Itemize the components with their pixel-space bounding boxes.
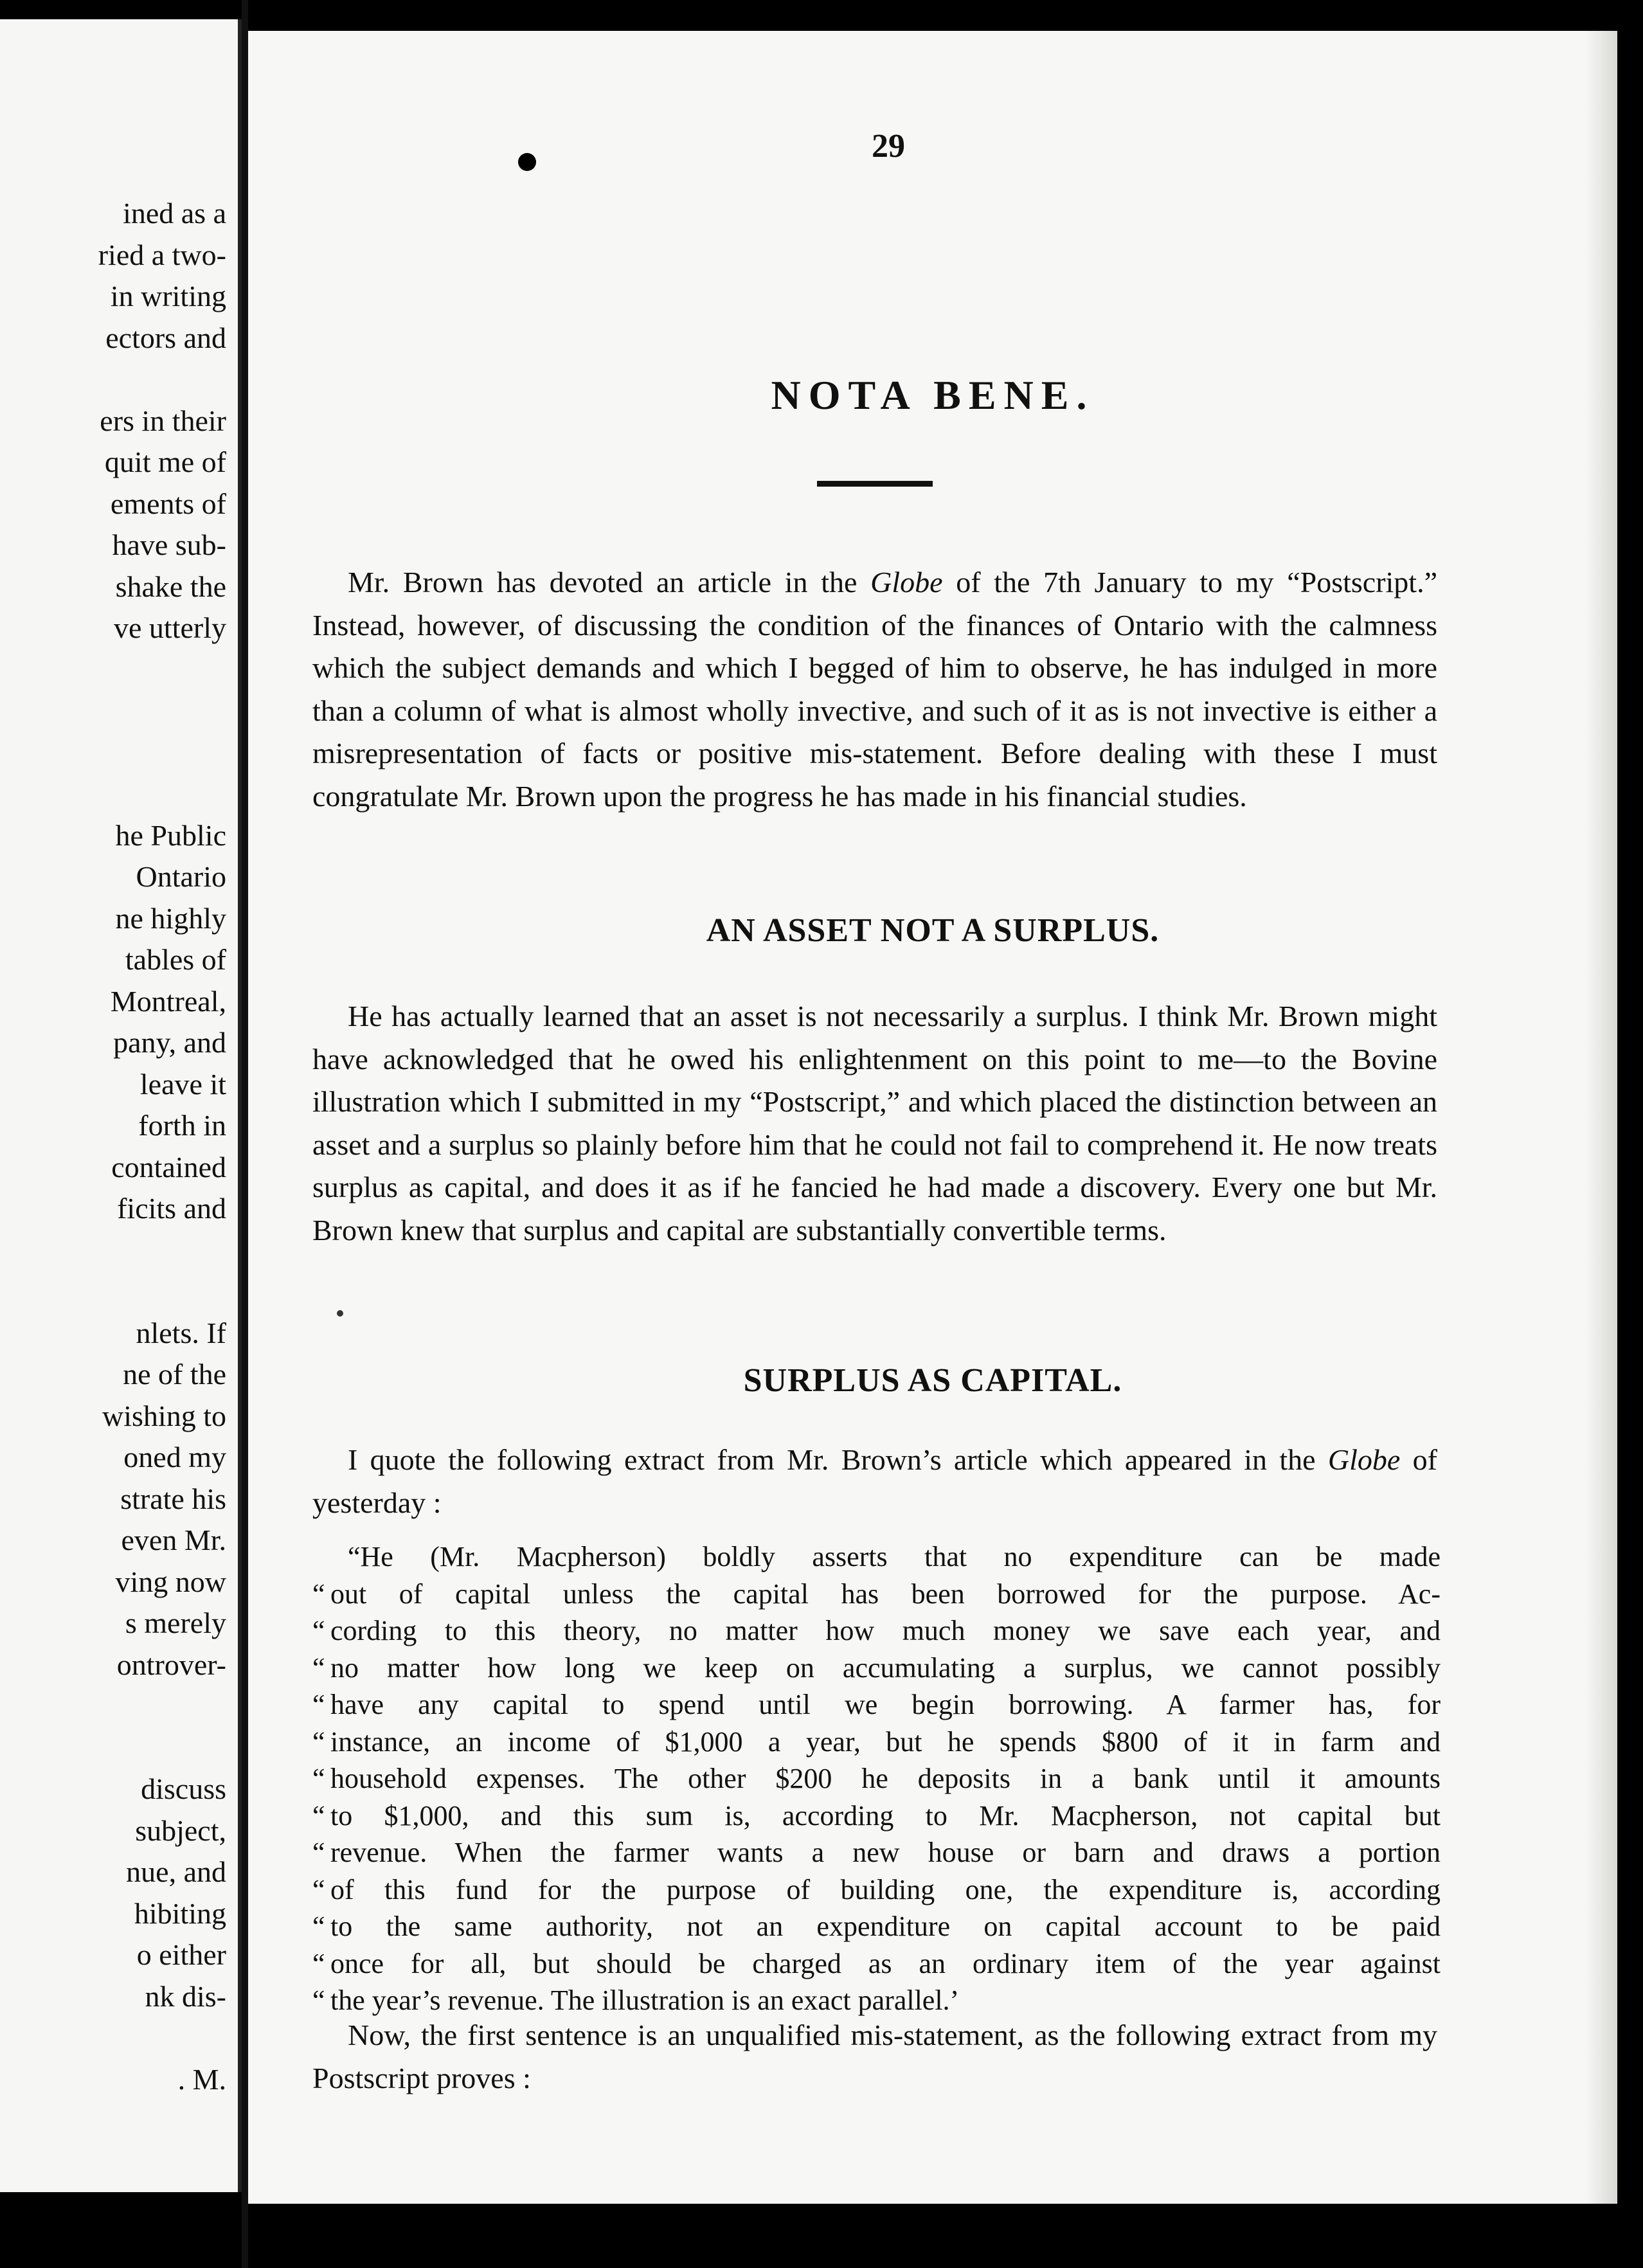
previous-page-line (98, 732, 226, 774)
globe-title: Globe (1327, 1443, 1401, 1476)
previous-page-line: ined as a (123, 197, 226, 230)
page-title: NOTA BENE. (771, 372, 1095, 418)
previous-page-line (98, 690, 226, 732)
page-edge-shadow (1585, 31, 1617, 2204)
previous-page-line: shake the (115, 570, 226, 603)
quote-line: “He (Mr. Macpherson) boldly asserts that no expenditure can be made (348, 1541, 1441, 1572)
ink-speck (337, 1310, 343, 1317)
previous-page-fragment (0, 19, 242, 2192)
previous-page-line: oned my (123, 1441, 226, 1473)
quote-mark: “ (312, 1947, 325, 1979)
quote-mark: “ (312, 1799, 325, 1832)
intro-paragraph: Mr. Brown has devoted an article in the Globe of the 7th January to my “Postscript.” Instead, however, of discussing the condition of the finances of Ontario with the calmness which the subject demands and which I begged of him to observe, he has indulged in more than a column of what is almost wholly invective, and such of it as is not invective is either a misrepresentation of facts or positive mis-statement. Before dealing with these I must congratulate Mr. Brown upon the progress he has made in his financial studies. (312, 566, 1437, 813)
quote-line: “ of this fund for the purpose of building one, the expenditure is, according (312, 1871, 1441, 1909)
previous-page-line: subject, (135, 1814, 226, 1847)
quote-line: “ instance, an income of $1,000 a year, but he spends $800 of it in farm and (312, 1724, 1441, 1761)
quote-mark: “ (312, 1763, 325, 1794)
quote-line: “ to $1,000, and this sum is, according to Mr. Macpherson, not capital but (312, 1797, 1441, 1835)
quote-line: “ no matter how long we keep on accumulating a surplus, we cannot possibly (312, 1650, 1441, 1687)
document-page (248, 31, 1617, 2204)
quote-line: “ revenue. When the farmer wants a new house or barn and draws a portion (312, 1834, 1441, 1871)
quote-line: “ cording to this theory, no matter how much money we save each year, and (312, 1612, 1441, 1650)
section-heading-asset: AN ASSET NOT A SURPLUS. (706, 912, 1160, 949)
asset-paragraph: He has actually learned that an asset is not necessarily a surplus. I think Mr. Brown might have acknowledged that he owed his enlightenment on this point to me—to the Bovine illustration which I submitted in my “Postscript,” and which placed the distinction between an asset and a surplus so plainly before him that he could not fail to comprehend it. He now treats surplus as capital, and does it as if he fancied he had made a discovery. Every one but Mr. Brown knew that surplus and capital are substantially convertible terms. (312, 1000, 1437, 1246)
previous-page-line: leave it (139, 1067, 226, 1101)
previous-page-line: ficits and (117, 1192, 226, 1225)
previous-page-line: wishing to (102, 1399, 226, 1432)
quote-line: “ household expenses. The other $200 he deposits in a bank until it amounts (312, 1760, 1441, 1797)
quote-line: “ once for all, but should be charged as an ordinary item of the year against (312, 1945, 1441, 1983)
previous-page-line: he Public (115, 818, 226, 852)
previous-page-line: . M. (177, 2062, 226, 2096)
previous-page-line: o either (136, 1938, 226, 1971)
previous-page-line: ried a two- (98, 238, 226, 271)
title-rule (817, 481, 933, 487)
quote-line: “ out of capital unless the capital has been borrowed for the purpose. Ac- (312, 1576, 1441, 1613)
previous-page-line (98, 2017, 226, 2059)
previous-page-line: ne highly (115, 901, 226, 935)
previous-page-line: s merely (125, 1607, 226, 1639)
section-heading-capital: SURPLUS AS CAPITAL. (743, 1362, 1122, 1399)
closing-paragraph: Now, the first sentence is an unqualified mis-statement, as the following extract from my Postscript proves : (312, 2019, 1437, 2094)
previous-page-line: quit me of (104, 446, 226, 478)
previous-page-line: Montreal, (110, 984, 226, 1018)
previous-page-line (98, 1686, 226, 1727)
quote-mark: “ (312, 1837, 325, 1868)
previous-page-line: ve utterly (114, 611, 226, 644)
quote-line: “ the year’s revenue. The illustration is an exact parallel.’ (312, 1982, 1441, 2019)
previous-page-line: ne of the (123, 1358, 226, 1390)
previous-page-line: ements of (110, 487, 226, 520)
previous-page-line (98, 359, 226, 401)
quote-intro-paragraph: I quote the following extract from Mr. Brown’s article which appeared in the Globe of yesterday : (312, 1443, 1438, 1519)
previous-page-line: pany, and (113, 1026, 226, 1059)
previous-page-line: strate his (120, 1482, 226, 1515)
previous-page-line: discuss (141, 1772, 226, 1805)
quote-mark: “ (312, 1578, 325, 1610)
previous-page-line (98, 1727, 226, 1769)
previous-page-line (98, 649, 226, 691)
globe-quote-block (312, 1538, 1441, 2019)
previous-page-line: even Mr. (121, 1524, 226, 1556)
previous-page-line: ers in their (100, 404, 226, 437)
quote-mark: “ (312, 1652, 325, 1684)
page-number: 29 (872, 128, 905, 165)
quote-mark: “ (312, 1985, 325, 2016)
previous-page-line: ectors and (105, 321, 226, 354)
book-gutter (242, 0, 248, 2268)
previous-page-line: contained (111, 1150, 226, 1184)
ink-blot (518, 153, 536, 171)
previous-page-line (98, 1230, 226, 1272)
previous-page-line (98, 773, 226, 815)
previous-page-line: tables of (125, 943, 226, 976)
previous-page-line: forth in (138, 1109, 226, 1142)
previous-page-line: nlets. If (136, 1316, 226, 1349)
previous-page-line: hibiting (134, 1896, 226, 1930)
previous-page-line: nue, and (126, 1855, 226, 1888)
quote-mark: “ (312, 1615, 325, 1646)
previous-page-line: in writing (110, 280, 226, 312)
globe-title: Globe (870, 566, 943, 598)
previous-page-text (98, 193, 226, 2100)
previous-page-line: have sub- (112, 528, 226, 561)
previous-page-line: nk dis- (145, 1979, 226, 2013)
quote-mark: “ (312, 1689, 325, 1720)
previous-page-line: ving now (115, 1565, 226, 1598)
previous-page-line: ontrover- (116, 1648, 226, 1681)
quote-mark: “ (312, 1911, 325, 1942)
previous-page-line: Ontario (136, 860, 226, 893)
quote-mark: “ (312, 1725, 325, 1758)
quote-line: “ to the same authority, not an expenditure on capital account to be paid (312, 1908, 1441, 1945)
quote-mark: “ (312, 1873, 325, 1905)
quote-line: “ have any capital to spend until we begin borrowing. A farmer has, for (312, 1686, 1441, 1724)
previous-page-line (98, 1271, 226, 1313)
